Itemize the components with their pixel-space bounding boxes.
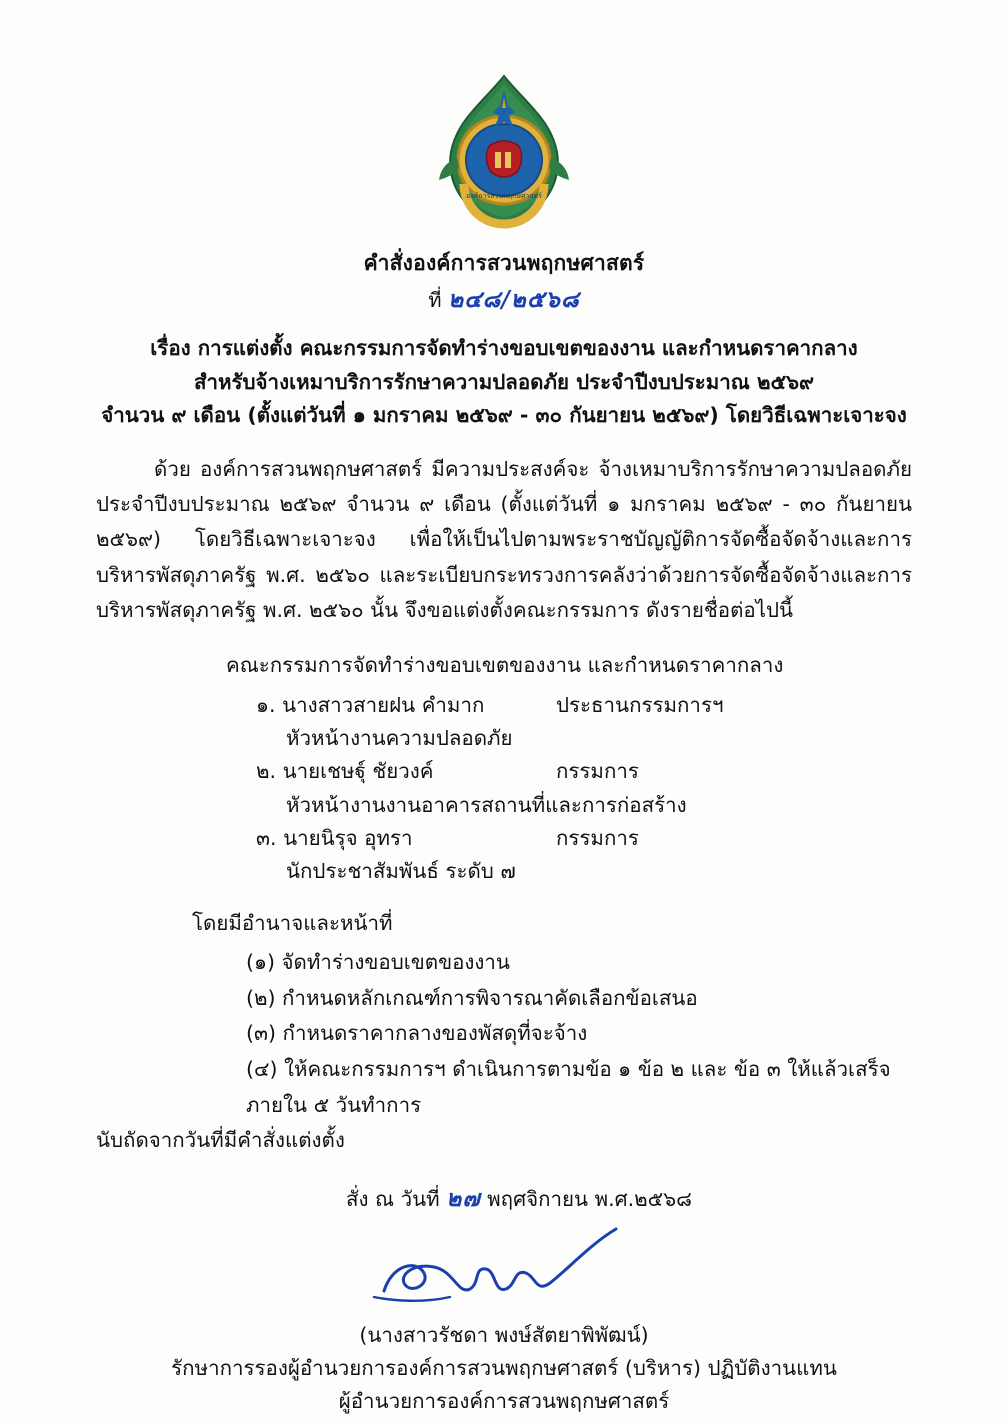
committee-list	[96, 689, 912, 888]
signature-area	[96, 1223, 912, 1319]
signer-title-line-1: รักษาการรองผู้อำนวยการองค์การสวนพฤกษศาสตร์ (บริหาร) ปฏิบัติงานแทน	[171, 1356, 837, 1381]
committee-member-index: ๒.	[256, 759, 277, 784]
duty-last-continuation: นับถัดจากวันที่มีคำสั่งแต่งตั้ง	[96, 1128, 345, 1153]
list-item: (๒) กำหนดหลักเกณฑ์การพิจารณาคัดเลือกข้อเสนอ	[246, 985, 698, 1010]
committee-member-position: หัวหน้างานความปลอดภัย	[286, 726, 513, 751]
subject-line-1: เรื่อง การแต่งตั้ง คณะกรรมการจัดทำร่างขอบเขตของงาน และกำหนดราคากลาง	[150, 336, 858, 361]
sign-date-day: ๒๗	[446, 1185, 481, 1212]
committee-member-position: นักประชาสัมพันธ์ ระดับ ๗	[286, 859, 516, 884]
committee-member-index: ๓.	[256, 825, 277, 850]
list-item: (๑) จัดทำร่างขอบเขตของงาน	[246, 950, 510, 975]
sign-date-suffix: พฤศจิกายน พ.ศ.๒๕๖๘	[487, 1187, 692, 1211]
committee-member-role: ประธานกรรมการฯ	[556, 693, 724, 717]
list-item: (๓) กำหนดราคากลางของพัสดุที่จะจ้าง	[246, 1021, 588, 1046]
committee-member-fullname: นางสาวสายฝน คำมาก	[282, 693, 485, 717]
subject-line-2: สำหรับจ้างเหมาบริการรักษาความปลอดภัย ประจำปีงบประมาณ ๒๕๖๙	[193, 369, 814, 394]
signature-handwritten	[354, 1223, 654, 1319]
duties-last-item	[96, 1052, 912, 1159]
list-item	[256, 755, 912, 821]
committee-member-name	[256, 689, 556, 722]
subject-line-3: จำนวน ๙ เดือน (ตั้งแต่วันที่ ๑ มกราคม ๒๕๖๙ - ๓๐ กันยายน ๒๕๖๙) โดยวิธีเฉพาะเจาะจง	[101, 402, 907, 427]
botanical-garden-organization-emblem	[429, 72, 579, 232]
emblem-container	[0, 72, 1008, 232]
body-paragraph-text: ด้วย องค์การสวนพฤกษศาสตร์ มีความประสงค์จะ จ้างเหมาบริการรักษาความปลอดภัย ประจำปีงบประมาณ ๒๕๖๙ จำนวน ๙ เดือน (ตั้งแต่วันที่ ๑ มกราคม ๒๕๖๙ - ๓๐ กันยายน ๒๕๖๙) โดยวิธีเฉพาะเจาะจง เพื่อให้เป็นไปตามพระราชบัญญัติการจัดซื้อจัดจ้างและการบริหารพัสดุภาครัฐ พ.ศ. ๒๕๖๐ และระเบียบกระทรวงการคลังว่าด้วยการจัดซื้อจัดจ้างและการบริหารพัสดุภาครัฐ พ.ศ. ๒๕๖๐ นั้น จึงขอแต่งตั้งคณะกรรมการ ดังรายชื่อต่อไปนี้	[96, 456, 912, 622]
committee-member-index: ๑.	[256, 693, 276, 717]
sign-date-line	[96, 1181, 912, 1217]
subject-block	[96, 332, 912, 432]
document-title: คำสั่งองค์การสวนพฤกษศาสตร์	[363, 251, 645, 275]
committee-heading: คณะกรรมการจัดทำร่างขอบเขตของงาน และกำหนดราคากลาง	[226, 653, 784, 678]
committee-member-role: กรรมการ	[556, 759, 639, 784]
body-paragraph	[96, 452, 912, 628]
duties-heading: โดยมีอำนาจและหน้าที่	[192, 911, 393, 936]
sign-date-prefix: สั่ง ณ วันที่	[346, 1187, 440, 1211]
signer-name: (นางสาวรัชดา พงษ์สัตยาพิพัฒน์)	[359, 1323, 649, 1347]
list-item	[256, 689, 912, 755]
committee-member-role: กรรมการ	[556, 825, 639, 850]
duties-list	[96, 945, 912, 1052]
duty-last-text: (๔) ให้คณะกรรมการฯ ดำเนินการตามข้อ ๑ ข้อ ๒ และ ข้อ ๓ ให้แล้วเสร็จภายใน ๕ วันทำการ	[246, 1057, 891, 1117]
list-item	[256, 822, 912, 888]
order-number-line	[96, 282, 912, 319]
committee-member-name	[256, 755, 556, 788]
order-number-value: ๒๔๘/๒๕๖๘	[447, 285, 580, 313]
order-number-label: ที่	[428, 287, 442, 312]
committee-member-fullname: นายเชษฐุ์ ชัยวงค์	[282, 759, 434, 784]
committee-member-fullname: นายนิรุจ อุทรา	[283, 825, 413, 850]
committee-member-position: หัวหน้างานงานอาคารสถานที่และการก่อสร้าง	[286, 792, 687, 817]
document-body	[96, 248, 912, 1419]
svg-text:องค์การสวนพฤกษศาสตร์: องค์การสวนพฤกษศาสตร์	[466, 192, 542, 200]
signer-title-line-2: ผู้อำนวยการองค์การสวนพฤกษศาสตร์	[338, 1389, 670, 1414]
committee-member-name	[256, 822, 556, 855]
